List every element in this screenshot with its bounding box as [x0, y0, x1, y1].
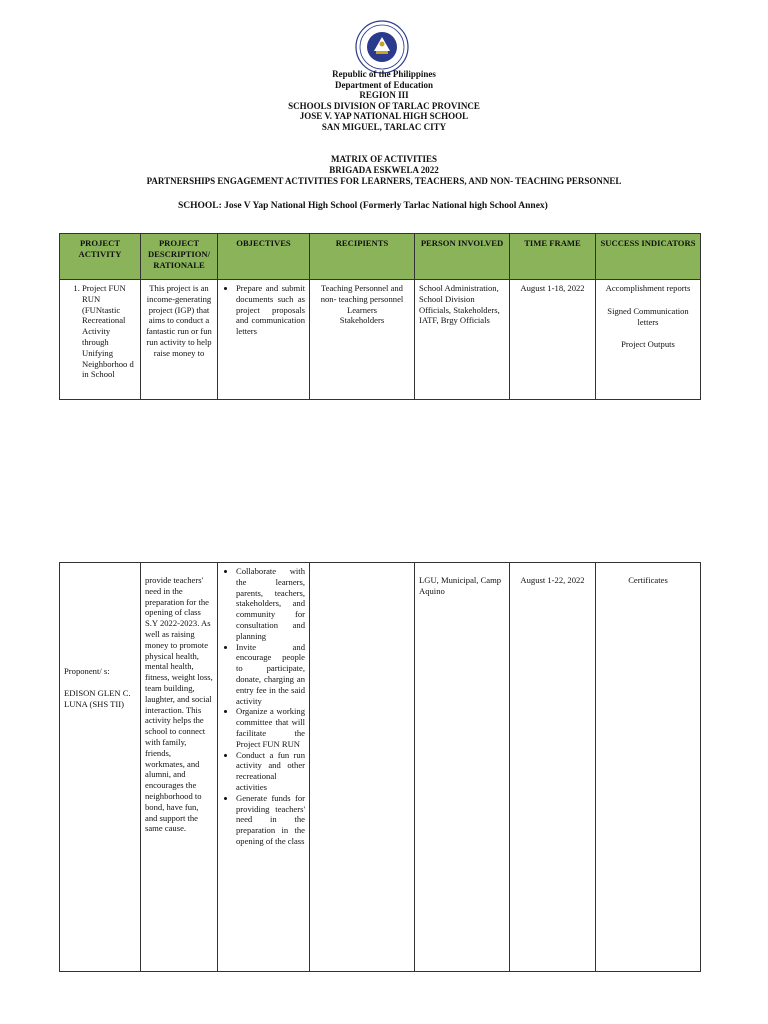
col-header: PROJECT ACTIVITY [60, 234, 141, 280]
activity-cell [60, 280, 141, 400]
persons-cell: LGU, Municipal, Camp Aquino [415, 563, 510, 972]
timeframe-cell: August 1-22, 2022 [510, 563, 596, 972]
col-header: PROJECT DESCRIPTION/ RATIONALE [141, 234, 218, 280]
objectives-cell [218, 280, 310, 400]
activity-matrix-table [59, 233, 701, 400]
recipients-cell [310, 280, 415, 400]
objective-item: • Organize a working committee that will facilitate the Project FUN RUN [236, 706, 305, 749]
table-header-row [60, 234, 701, 280]
letterhead-line: SAN MIGUEL, TARLAC CITY [321, 121, 447, 132]
col-header: SUCCESS INDICATORS [596, 234, 701, 280]
recipient-item: Teaching Personnel and non- teaching personnel [320, 283, 404, 304]
timeframe-cell: August 1-18, 2022 [510, 280, 596, 400]
objective-item: • Prepare and submit documents such as project proposals and communication letters [236, 283, 305, 337]
title-line: BRIGADA ESKWELA 2022 [329, 164, 439, 175]
letterhead-line: Department of Education [335, 79, 433, 90]
table-row [60, 280, 701, 400]
school-line: SCHOOL: Jose V Yap National High School (Formerly Tarlac National high School Annex) [178, 201, 548, 211]
indicator-item: Signed Communication letters [607, 305, 689, 327]
col-header: PERSON INVOLVED [415, 234, 510, 280]
letterhead-line: REGION III [359, 90, 409, 101]
activity-name: 1. Project FUN RUN (FUNtastic Recreational Activity through Unifying Neighborhoo d in School [82, 283, 136, 380]
indicators-cell [596, 280, 701, 400]
indicator-item: Accomplishment reports [605, 283, 691, 293]
proponent-name: EDISON GLEN C. LUNA (SHS TII) [64, 688, 131, 710]
recipient-item: Stakeholders [339, 315, 385, 326]
col-header: RECIPIENTS [310, 234, 415, 280]
letterhead-line: JOSE V. YAP NATIONAL HIGH SCHOOL [299, 111, 469, 122]
activity-matrix-table-continued [59, 562, 701, 972]
persons-cell: School Administration, School Division Officials, Stakeholders, IATF, Brgy Officials [415, 280, 510, 400]
document-titles [0, 154, 768, 186]
col-header: OBJECTIVES [218, 234, 310, 280]
proponent-label: Proponent/ s: [64, 665, 110, 676]
objective-item: • Conduct a fun run activity and other recreational activities [236, 750, 305, 793]
deped-seal-icon [355, 20, 409, 74]
description-cell: provide teachers' need in the preparation for the opening of class S.Y 2022-2023. As well as raising money to promote physical health, mental health, fitness, weight loss, team building, laughter, and social interaction. This activity helps the school to connect with family, friends, workmates, and alumni, and encourages the neighborhood to bond, have fun, and support the same cause. [141, 563, 218, 972]
objectives-cell [218, 563, 310, 972]
letterhead-line: SCHOOLS DIVISION OF TARLAC PROVINCE [288, 100, 480, 111]
recipient-item: Learners [346, 304, 378, 315]
objective-item: • Generate funds for providing teachers' need in the preparation in the opening of the class [236, 793, 305, 847]
letterhead-line: Republic of the Philippines [332, 69, 436, 79]
title-line: MATRIX OF ACTIVITIES [330, 154, 438, 164]
objective-item: • Invite and encourage people to participate, donate, charging an entry fee in the said activity [236, 642, 305, 707]
title-line: PARTNERSHIPS ENGAGEMENT ACTIVITIES FOR LEARNERS, TEACHERS, AND NON- TEACHING PERSONNEL [146, 175, 622, 186]
recipients-cell [310, 563, 415, 972]
col-header: TIME FRAME [510, 234, 596, 280]
indicators-cell: Certificates [596, 563, 701, 972]
description-cell: This project is an income-generating project (IGP) that aims to conduct a fantastic run or fun run activity to help raise money to [141, 280, 218, 400]
objective-item: • Collaborate with the learners, parents, teachers, stakeholders, and community for consultation and planning [236, 566, 305, 642]
indicator-item: Project Outputs [621, 339, 675, 350]
table-row [60, 563, 701, 972]
proponent-cell [60, 563, 141, 972]
letterhead [0, 69, 768, 133]
